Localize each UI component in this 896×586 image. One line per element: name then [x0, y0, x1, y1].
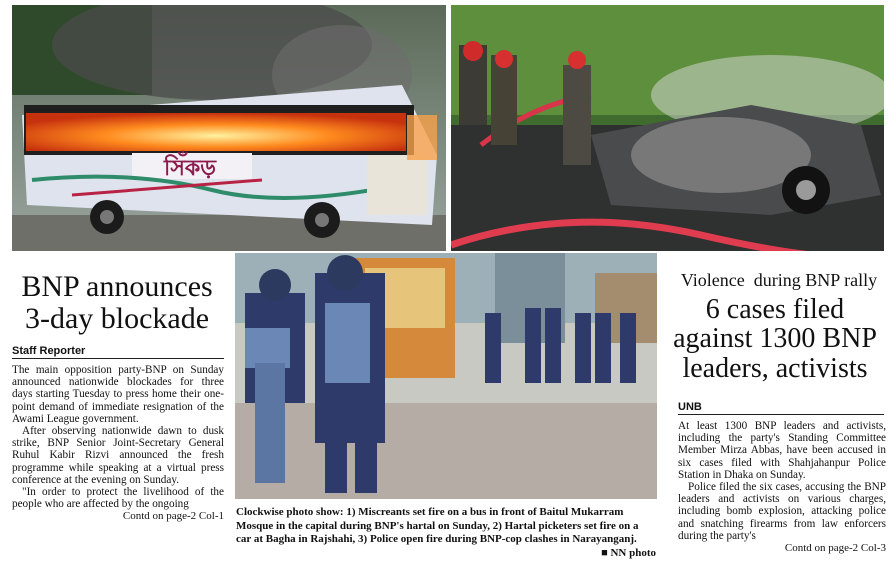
- left-article-body: [12, 364, 224, 523]
- left-headline-line1: BNP announces: [21, 270, 213, 303]
- right-paragraph-1: At least 1300 BNP leaders and activists, including the party's Standing Committee Member Mirza Abbas, have been accused in six cases filed with Shahjahanpur Police Station in Dhaka on Sunday.: [678, 420, 886, 481]
- right-kicker: Violence during BNP rally: [680, 270, 878, 290]
- left-paragraph-2: After observing nationwide dawn to dusk strike, BNP Senior Joint-Secretary General Ruhul Kabir Rizvi announced the fresh programme while speaking at a virtual press conference at the evening on Sunday.: [12, 425, 224, 486]
- right-headline-line3: leaders, activists: [682, 352, 868, 384]
- police-clash-photo: [235, 253, 657, 499]
- right-paragraph-2: Police filed the six cases, accusing the BNP leaders and activists on various charges, including bomb explosion, attacking police and snatching firearms from law enforcers during the party's: [678, 481, 886, 542]
- caption-credit: ■ NN photo: [601, 546, 656, 559]
- left-contd: Contd on page-2 Col-1: [122, 510, 224, 523]
- caption-text: Clockwise photo show: 1) Miscreants set fire on a bus in front of Baitul Mukarram Mosque in the capital during BNP's hartal on Sunday, 2) Hartal picketers set fire on a car at Bagha in Rajshahi, 3) Police open fire during BNP-cop clashes in Narayanganj.: [236, 506, 639, 545]
- right-article-body: [678, 420, 886, 554]
- photo-caption: [236, 506, 656, 560]
- right-headline: [664, 295, 886, 383]
- left-byline: Staff Reporter: [12, 345, 224, 359]
- bus-sign-text: সিঁকড়: [164, 156, 216, 181]
- left-paragraph-3: "In order to protect the livelihood of the people who are affected by the ongoing: [12, 486, 224, 511]
- car-fire-photo: [451, 5, 884, 251]
- bus-fire-photo: [12, 5, 446, 251]
- left-headline: [10, 271, 224, 334]
- right-headline-line1: 6 cases filed: [705, 294, 845, 325]
- right-byline: UNB: [678, 401, 884, 415]
- left-paragraph-1: The main opposition party-BNP on Sunday announced nationwide blockades for three days starting Tuesday to press home their one-point demand of immediate resignation of the Awami League government.: [12, 364, 224, 425]
- right-headline-line2: against 1300 BNP: [673, 323, 877, 355]
- right-contd: Contd on page-2 Col-3: [784, 542, 886, 555]
- left-headline-line2: 3-day blockade: [24, 301, 210, 335]
